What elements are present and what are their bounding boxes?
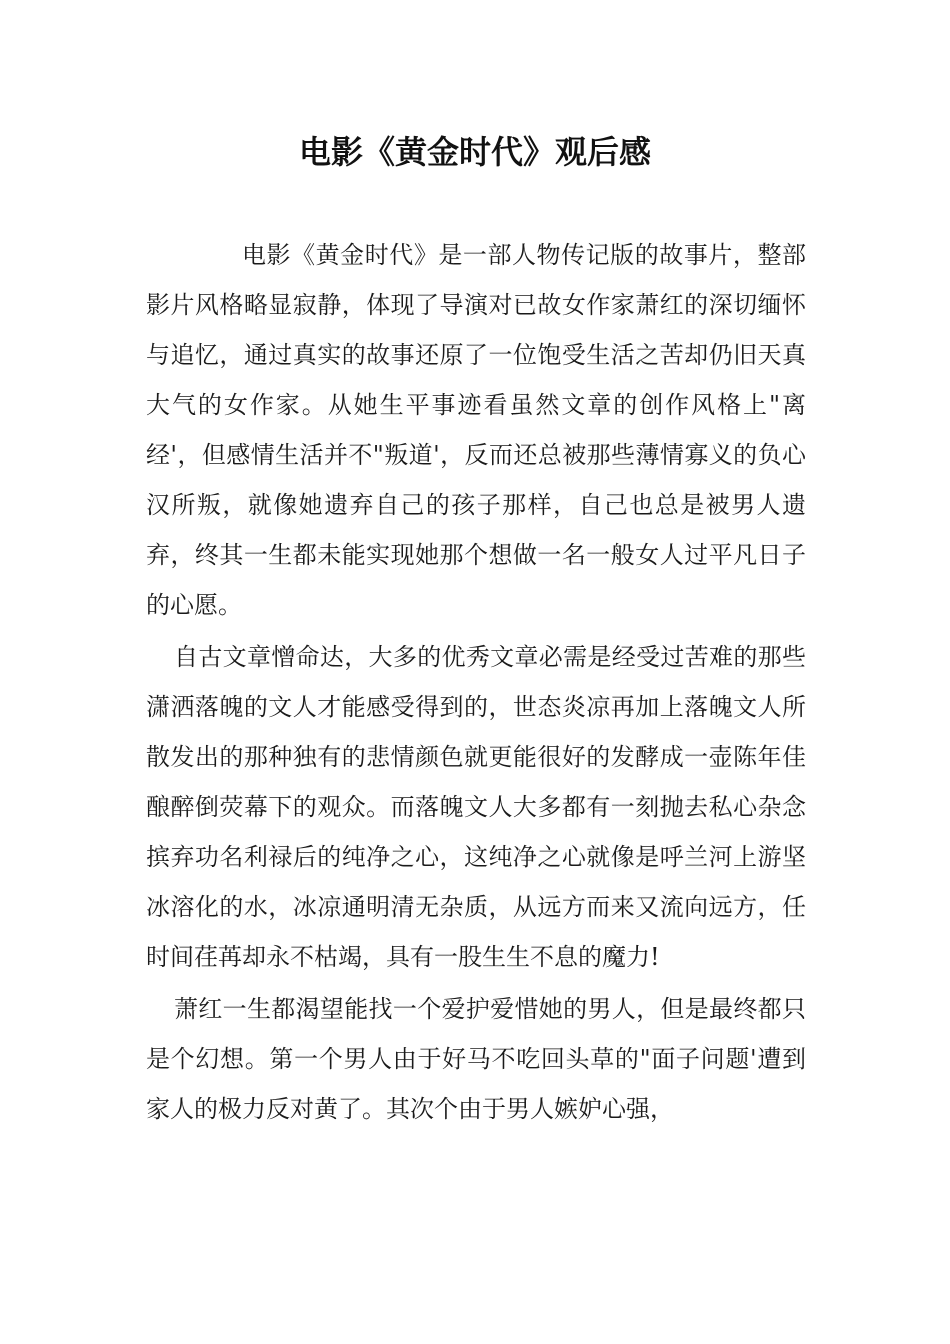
paragraph: 自古文章憎命达，大多的优秀文章必需是经受过苦难的那些潇洒落魄的文人才能感受得到的，世态炎凉再加上落魄文人所散发出的那种独有的悲情颜色就更能很好的发酵成一壶陈年佳酿醉倒荧幕下的观众。而落魄文人大多都有一刻抛去私心杂念摈弃功名利禄后的纯净之心，这纯净之心就像是呼兰河上游坚冰溶化的水，冰凉通明清无杂质，从远方而来又流向远方，任时间荏苒却永不枯竭，具有一股生生不息的魔力! [146, 643, 806, 971]
paragraph: 电影《黄金时代》是一部人物传记版的故事片，整部影片风格略显寂静，体现了导演对已故女作家萧红的深切缅怀与追忆，通过真实的故事还原了一位饱受生活之苦却仍旧天真大气的女作家。从她生平事迹看虽然文章的创作风格上"离经'，但感情生活并不"叛道'，反而还总被那些薄情寡义的负心汉所叛，就像她遗弃自己的孩子那样，自己也总是被男人遗弃，终其一生都未能实现她那个想做一名一般女人过平凡日子的心愿。 [146, 241, 806, 619]
paragraph: 萧红一生都渴望能找一个爱护爱惜她的男人，但是最终都只是个幻想。第一个男人由于好马不吃回头草的"面子问题'遭到家人的极力反对黄了。其次个由于男人嫉妒心强， [146, 995, 806, 1123]
document-body [146, 230, 806, 1136]
document-title: 电影《黄金时代》观后感 [298, 133, 651, 171]
